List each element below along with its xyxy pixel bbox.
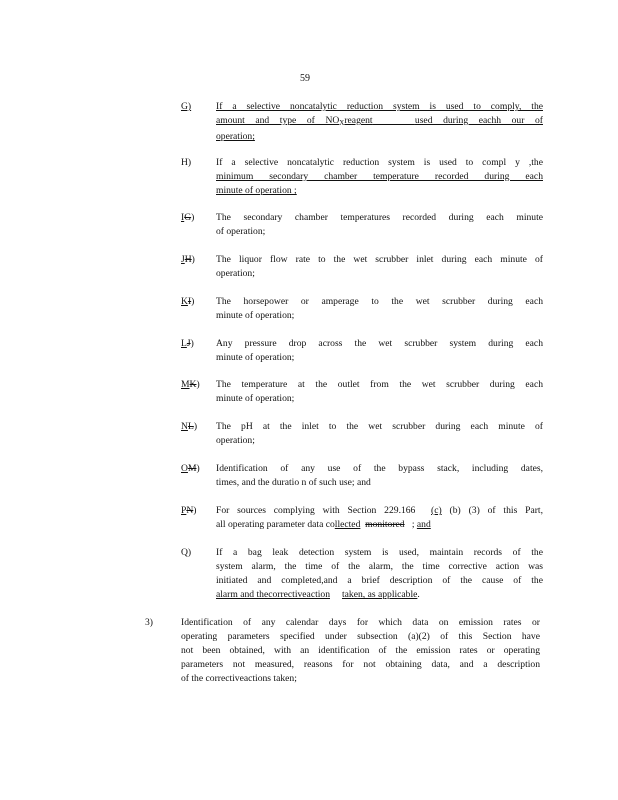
- item-label: PN): [181, 505, 197, 516]
- item-label: G): [181, 101, 192, 112]
- item-label: JH): [181, 254, 195, 265]
- item-text: If a selective noncatalytic reduction system is used to comply, the amount and type of $NO_Xreagent$ used during eachh our of operation;: [216, 101, 543, 142]
- item-label: H): [181, 157, 192, 168]
- item-text: The temperature at the outlet from the wet scrubber during each minute of operation;: [216, 379, 543, 404]
- item-text: The liquor flow rate to the wet scrubber inlet during each minute of operation;: [216, 254, 543, 279]
- item-text: If a bag leak detection system is used, maintain records of the system alarm, the time of the alarm, the time corrective action was initiated and completed,and a brief description of the cause of the alarm and thecorrectiveaction taken, as applicable.: [216, 547, 543, 600]
- item-label: Q): [181, 547, 192, 558]
- item-text: Any pressure drop across the wet scrubber system during each minute of operation;: [216, 338, 543, 363]
- item-label: 3): [145, 617, 153, 628]
- item-text: Identification of any calendar days for which data on emission rates or operating parameters specified under subsection (a)(2) of this Section have not been obtained, with an identification of the emission rates or operating parameters not measured, reasons for not obtaining data, and a description of the correctiveactions taken;: [181, 617, 540, 684]
- page-number: 59: [300, 73, 310, 84]
- item-label: NL): [181, 421, 198, 432]
- item-label: MK): [181, 379, 200, 390]
- item-label: LJ): [181, 338, 194, 349]
- item-label: KI): [181, 296, 195, 307]
- item-text: If a selective noncatalytic reduction system is used to compl y ,the minimum secondary chamber temperature recorded during each minute of operation ;: [216, 157, 543, 196]
- item-label: IG): [181, 212, 195, 223]
- item-text: Identification of any use of the bypass stack, including dates, times, and the duratio n of such use; and: [216, 463, 543, 488]
- item-text: The horsepower or amperage to the wet scrubber during each minute of operation;: [216, 296, 543, 321]
- item-text: The secondary chamber temperatures recorded during each minute of operation;: [216, 212, 543, 237]
- item-text: The pH at the inlet to the wet scrubber during each minute of operation;: [216, 421, 543, 446]
- item-label: OM): [181, 463, 200, 474]
- item-text: For sources complying with Section 229.166 (c) (b) (3) of this Part, all operating parameter data collected monitored ; and: [216, 505, 543, 530]
